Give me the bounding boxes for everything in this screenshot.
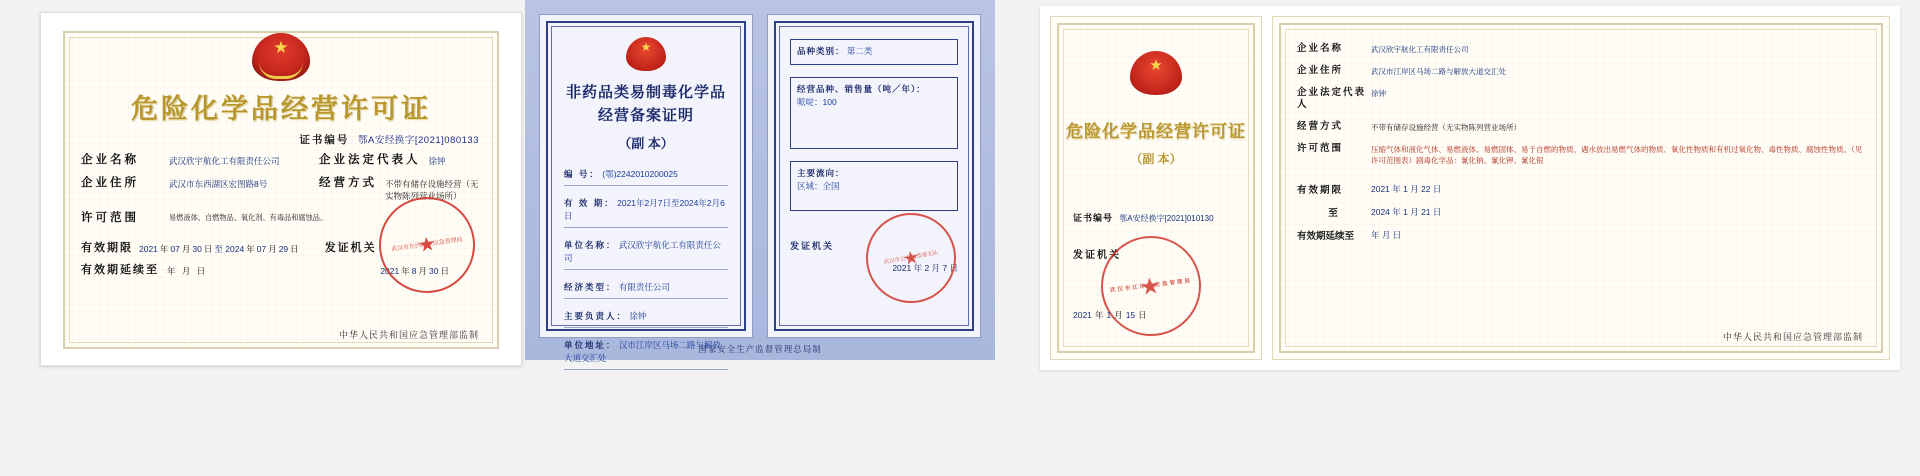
cert2-field-economic-type xyxy=(564,281,728,299)
cert3-validity-block xyxy=(1297,182,1865,242)
cert2-value-number: (鄂)2242010200025 xyxy=(602,169,678,179)
cert3-issuer-block xyxy=(1073,246,1239,295)
cert2-label-unit-name: 单位名称： xyxy=(564,240,617,250)
cert3-right-page xyxy=(1272,16,1890,360)
cert1-unit-month-d: 月 xyxy=(418,266,428,276)
cert3-label-business-mode: 经营方式 xyxy=(1297,121,1344,132)
cert1-frame xyxy=(63,31,499,349)
cert1-row-company xyxy=(81,153,481,167)
cert3-footer: 中华人民共和国应急管理部监制 xyxy=(1722,332,1863,342)
cert3-label-address: 企业住所 xyxy=(1297,65,1344,76)
cert1-label-issuer: 发证机关 xyxy=(324,242,377,254)
cert3-left-page xyxy=(1050,16,1262,360)
cert1-title: 危险化学品经营许可证 xyxy=(131,94,431,125)
cert1-label-extend: 有效期延续至 xyxy=(81,264,159,276)
cert3-issue-year: 2021 xyxy=(1073,310,1092,320)
cert2-value-economic-type: 有限责任公司 xyxy=(618,282,670,292)
cert3-issue-month: 1 xyxy=(1106,310,1112,320)
cert1-unit-month-c: 月 xyxy=(181,266,191,276)
cert1-valid-from-month: 07 xyxy=(170,244,180,254)
cert2-issuer-block xyxy=(790,239,958,266)
cert2-label-flow: 主要流向： xyxy=(797,168,845,178)
cert3-cert-number xyxy=(1073,211,1239,224)
cert2-value-principal: 徐钟 xyxy=(629,311,647,321)
cert2-label-unit-address: 单位地址： xyxy=(564,340,617,350)
cert2-subtitle: （副 本） xyxy=(618,136,674,151)
cert2-left-frame xyxy=(546,21,746,363)
cert3-unit-year: 年 xyxy=(1094,310,1104,320)
cert1-extend-value xyxy=(165,265,207,277)
cert1-label-validity: 有效期限 xyxy=(81,242,133,254)
cert2-value-unit-name: 武汉欣宇航化工有限责任公司 xyxy=(564,240,721,263)
cert1-seal-text: ★ 武汉市东西湖区应急管理局 xyxy=(390,236,463,253)
cert1-unit-year-b: 年 xyxy=(246,244,255,254)
cert2-right-frame xyxy=(774,21,974,331)
cert3-official-seal xyxy=(1095,230,1206,341)
cert3-right-frame xyxy=(1279,23,1883,353)
cert3-unit-day: 日 xyxy=(1138,310,1147,320)
cert3-cert-number-value: 鄂A安经换字[2021]010130 xyxy=(1119,214,1214,223)
cert3-left-frame xyxy=(1057,23,1255,353)
cert1-valid-to-year: 2024 xyxy=(225,244,245,254)
cert2-issue-date: 2021 年 2 月 7 日 xyxy=(892,263,958,273)
cert1-unit-day-b: 日 xyxy=(290,244,299,254)
cert2-label-variety: 经营品种、销售量（吨／年）： xyxy=(797,84,926,94)
cert2-label-validity: 有 效 期： xyxy=(564,198,615,208)
cert3-label-validity: 有效期限 xyxy=(1297,185,1344,196)
cert2-title-line2: 经营备案证明 xyxy=(597,106,694,124)
cert1-unit-year-d: 年 xyxy=(401,266,410,276)
cert3-value-valid-from: 2021 年 1 月 22 日 xyxy=(1371,184,1442,194)
cert2-footer: 国家安全生产监督管理总局制 xyxy=(698,344,822,354)
cert3-row-address xyxy=(1297,65,1865,77)
cert1-value-address: 武汉市东西湖区宏图路8号 xyxy=(169,179,268,189)
cert3-issue-date xyxy=(1073,309,1150,321)
cert1-footer: 中华人民共和国应急管理部监制 xyxy=(338,330,479,340)
cert3-value-valid-to: 2024 年 1 月 21 日 xyxy=(1371,207,1442,217)
cert3-row-scope xyxy=(1297,143,1865,166)
cert3-seal-text: ★ 武汉市江岸区应急管理局 xyxy=(1109,277,1193,295)
cert3-value-address: 武汉市江岸区马场二路与解放大道交汇处 xyxy=(1371,67,1506,76)
cert3-validity-from-row xyxy=(1297,182,1865,196)
cert1-issue-day: 30 xyxy=(429,266,439,276)
cert2-value-unit-address: 汉市江岸区马场二路与解放大道交汇处 xyxy=(564,340,721,363)
cert1-validity-value: 2021 年 07 月 30 日 至 2024 年 07 月 29 日 xyxy=(139,244,299,254)
cert1-unit-month-b: 月 xyxy=(268,244,277,254)
cert3-value-extend: 年 月 日 xyxy=(1371,230,1402,240)
cert1-valid-to-day: 29 xyxy=(278,244,289,254)
precursor-chemicals-record-certificate xyxy=(525,0,995,363)
cert3-row-legal-rep xyxy=(1297,87,1865,111)
cert3-value-legal-rep: 徐钟 xyxy=(1371,89,1386,98)
cert1-value-company-name: 武汉欣宇航化工有限责任公司 xyxy=(169,156,280,166)
cert3-validity-to-row xyxy=(1297,205,1865,219)
cert3-value-business-mode: 不带有储存设施经营（无实物陈列营业场所） xyxy=(1371,123,1521,132)
cert2-label-category: 品种类别： xyxy=(797,46,845,56)
cert1-value-legal-rep: 徐钟 xyxy=(428,156,446,166)
cert1-unit-day-a: 日 xyxy=(203,244,213,254)
cert1-label-business-mode: 经营方式 xyxy=(319,177,377,189)
cert3-cert-number-label: 证书编号 xyxy=(1073,213,1114,223)
cert2-official-seal xyxy=(859,206,963,310)
cert1-value-scope: 易燃液体、自燃物品、氧化剂、有毒品和腐蚀品。 xyxy=(169,213,328,222)
cert3-unit-month: 月 xyxy=(1114,310,1123,320)
cert2-label-issuer: 发证机关 xyxy=(790,241,835,251)
cert2-label-principal: 主要负责人： xyxy=(564,311,628,321)
cert1-issue-year: 2021 xyxy=(380,266,400,276)
cert3-subtitle: （副 本） xyxy=(1130,152,1182,166)
cert2-right-page xyxy=(767,14,981,338)
cert2-title xyxy=(548,81,744,127)
cert2-field-flow xyxy=(790,161,958,211)
cert2-right-fields xyxy=(790,39,958,211)
cert2-field-category xyxy=(790,39,958,65)
cert1-issue-month: 8 xyxy=(411,266,417,276)
cert3-value-scope: 压缩气体和液化气体、易燃液体、易燃固体、易于自燃的物质、遇水放出易燃气体的物质、氧化性物质和有机过氧化物、毒性物质、腐蚀性物质。（见许可范围表）剧毒化学品：氰化钠、氰化钾、氰化银 xyxy=(1371,145,1863,165)
cert2-value-validity: 2021年2月7日至2024年2月6日 xyxy=(564,198,725,221)
national-emblem-icon xyxy=(626,37,666,71)
cert2-value-flow: 区域：全国 xyxy=(797,181,840,191)
cert1-unit-day-c: 日 xyxy=(196,266,206,276)
cert2-field-principal xyxy=(564,310,728,328)
cert3-value-company-name: 武汉欣宇航化工有限责任公司 xyxy=(1371,45,1469,54)
cert2-field-variety xyxy=(790,77,958,149)
cert3-label-scope: 许可范围 xyxy=(1297,143,1344,154)
cert3-label-legal-rep: 企业法定代表人 xyxy=(1297,87,1367,110)
hazardous-chemicals-license-right-pair xyxy=(1040,6,1900,370)
cert3-label-validity-to: 至 xyxy=(1328,208,1340,219)
cert1-valid-to-month: 07 xyxy=(256,244,267,254)
cert3-label-company-name: 企业名称 xyxy=(1297,43,1344,54)
cert1-value-business-mode: 不带有储存设施经营（无实物陈列营业场所） xyxy=(385,179,479,201)
cert1-label-address: 企业住所 xyxy=(81,177,139,189)
cert2-left-page xyxy=(539,14,753,363)
cert2-title-line1: 非药品类易制毒化学品 xyxy=(565,83,726,101)
cert1-cert-number-value: 鄂A安经换字[2021]080133 xyxy=(358,135,479,146)
cert1-cert-number-label: 证书编号 xyxy=(299,134,350,146)
cert3-extend-row xyxy=(1297,228,1865,242)
cert2-field-validity xyxy=(564,197,728,228)
cert1-valid-from-year: 2021 xyxy=(139,244,158,254)
cert3-row-business-mode xyxy=(1297,121,1865,133)
cert1-label-company-name: 企业名称 xyxy=(81,154,139,166)
cert3-title: 危险化学品经营许可证 xyxy=(1066,122,1246,142)
cert2-value-category: 第二类 xyxy=(846,46,873,56)
cert2-field-unit-name xyxy=(564,239,728,270)
cert1-unit-year-c: 年 xyxy=(167,266,176,276)
national-emblem-icon xyxy=(252,33,310,81)
cert3-label-extend: 有效期延续至 xyxy=(1297,231,1355,242)
cert2-value-variety: 哌啶：100 xyxy=(797,97,837,107)
cert1-unit-month-a: 月 xyxy=(181,244,191,254)
cert3-row-company-name xyxy=(1297,43,1865,55)
cert3-issue-day: 15 xyxy=(1125,310,1136,320)
cert1-unit-day-d: 日 xyxy=(440,266,449,276)
cert1-label-legal-rep: 企业法定代表人 xyxy=(319,154,421,166)
cert2-field-number xyxy=(564,168,728,186)
cert2-field-list xyxy=(564,168,728,370)
cert2-seal-text: ★ 武汉市公安局禁毒支队 xyxy=(883,250,939,266)
cert1-cert-number xyxy=(65,132,497,147)
cert1-unit-year-a: 年 xyxy=(159,244,169,254)
cert2-label-number: 编 号： xyxy=(564,169,600,179)
national-emblem-icon xyxy=(1130,51,1182,95)
cert1-label-scope: 许可范围 xyxy=(81,212,139,224)
cert2-label-economic-type: 经济类型： xyxy=(564,282,617,292)
cert3-label-issuer: 发证机关 xyxy=(1073,250,1121,261)
hazardous-chemicals-license-left xyxy=(40,12,522,366)
cert1-valid-from-day: 30 xyxy=(192,244,202,254)
cert3-field-list xyxy=(1297,43,1865,166)
cert1-validity-block xyxy=(81,236,481,277)
